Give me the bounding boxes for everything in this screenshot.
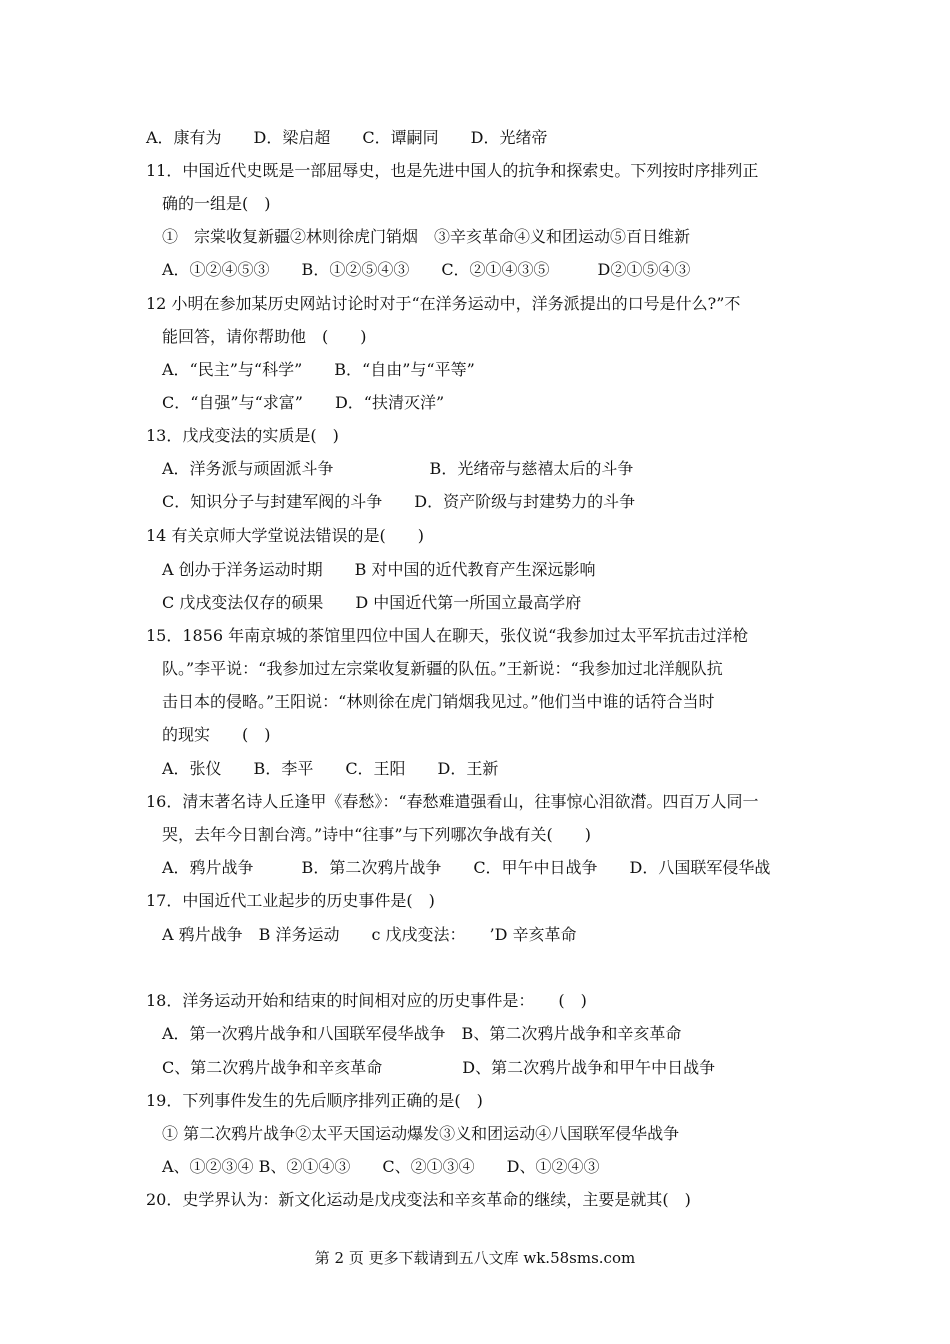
q16-stem-cont: 哭，去年今日割台湾。”诗中“往事”与下列哪次争战有关( )	[162, 825, 592, 844]
q15-options: A．张仪 B．李平 C．王阳 D．王新	[162, 759, 499, 778]
q10-options: A．康有为 D．梁启超 C．谭嗣同 D．光绪帝	[146, 128, 548, 147]
q12-options-ab: A．“民主”与“科学” B．“自由”与“平等”	[162, 360, 475, 379]
q13-options-cd: C．知识分子与封建军阀的斗争 D．资产阶级与封建势力的斗争	[162, 492, 636, 511]
q18-options-cd: C、第二次鸦片战争和辛亥革命 D、第二次鸦片战争和甲午中日战争	[162, 1058, 716, 1077]
q14-options-ab: A 创办于洋务运动时期 B 对中国的近代教育产生深远影响	[162, 560, 596, 579]
q15-stem-cont-2: 击日本的侵略。”王阳说：“林则徐在虎门销烟我见过。”他们当中谁的话符合当时	[162, 692, 715, 711]
q12-stem: 12 小明在参加某历史网站讨论时对于“在洋务运动中，洋务派提出的口号是什么?”不	[146, 294, 741, 313]
q15-stem: 15．1856 年南京城的茶馆里四位中国人在聊天，张仪说“我参加过太平军抗击过洋枪	[146, 626, 749, 645]
q15-stem-cont-3: 的现实 ( )	[162, 725, 271, 744]
q13-options-ab: A．洋务派与顽固派斗争 B．光绪帝与慈禧太后的斗争	[162, 459, 634, 478]
q16-stem: 16．清末著名诗人丘逢甲《春愁》：“春愁难遣强看山，往事惊心泪欲潸。四百万人同一	[146, 792, 759, 811]
q17-options: A 鸦片战争 B 洋务运动 c 戊戌变法： ’D 辛亥革命	[162, 925, 577, 944]
q18-options-ab: A．第一次鸦片战争和八国联军侵华战争 B、第二次鸦片战争和辛亥革命	[162, 1024, 682, 1043]
q11-stem: 11．中国近代史既是一部屈辱史，也是先进中国人的抗争和探索史。下列按时序排列正	[146, 161, 759, 180]
q18-stem: 18．洋务运动开始和结束的时间相对应的历史事件是： ( )	[146, 991, 587, 1010]
q12-stem-cont: 能回答，请你帮助他 ( )	[162, 327, 367, 346]
q11-stem-cont: 确的一组是( )	[162, 194, 271, 213]
q20-stem: 20．史学界认为：新文化运动是戊戌变法和辛亥革命的继续，主要是就其( )	[146, 1190, 691, 1209]
q13-stem: 13．戊戌变法的实质是( )	[146, 426, 339, 445]
q11-options: A．①②④⑤③ B．①②⑤④③ C．②①④③⑤ D②①⑤④③	[162, 260, 691, 279]
q12-options-cd: C．“自强”与“求富” D．“扶清灭洋”	[162, 393, 445, 412]
q19-items: ① 第二次鸦片战争②太平天国运动爆发③义和团运动④八国联军侵华战争	[162, 1124, 680, 1143]
q16-options: A．鸦片战争 B．第二次鸦片战争 C．甲午中日战争 D．八国联军侵华战	[162, 858, 771, 877]
q19-options: A、①②③④ B、②①④③ C、②①③④ D、①②④③	[162, 1157, 600, 1176]
q19-stem: 19．下列事件发生的先后顺序排列正确的是( )	[146, 1091, 483, 1110]
page-footer: 第 2 页 更多下载请到五八文库 wk.58sms.com	[314, 1249, 636, 1267]
q17-stem: 17．中国近代工业起步的历史事件是( )	[146, 891, 435, 910]
q14-options-cd: C 戊戌变法仅存的硕果 D 中国近代第一所国立最高学府	[162, 593, 582, 612]
q15-stem-cont-1: 队。”李平说：“我参加过左宗棠收复新疆的队伍。”王新说：“我参加过北洋舰队抗	[162, 659, 723, 678]
q11-items: ① 宗棠收复新疆②林则徐虎门销烟 ③辛亥革命④义和团运动⑤百日维新	[162, 227, 691, 246]
q14-stem: 14 有关京师大学堂说法错误的是( )	[146, 526, 424, 545]
